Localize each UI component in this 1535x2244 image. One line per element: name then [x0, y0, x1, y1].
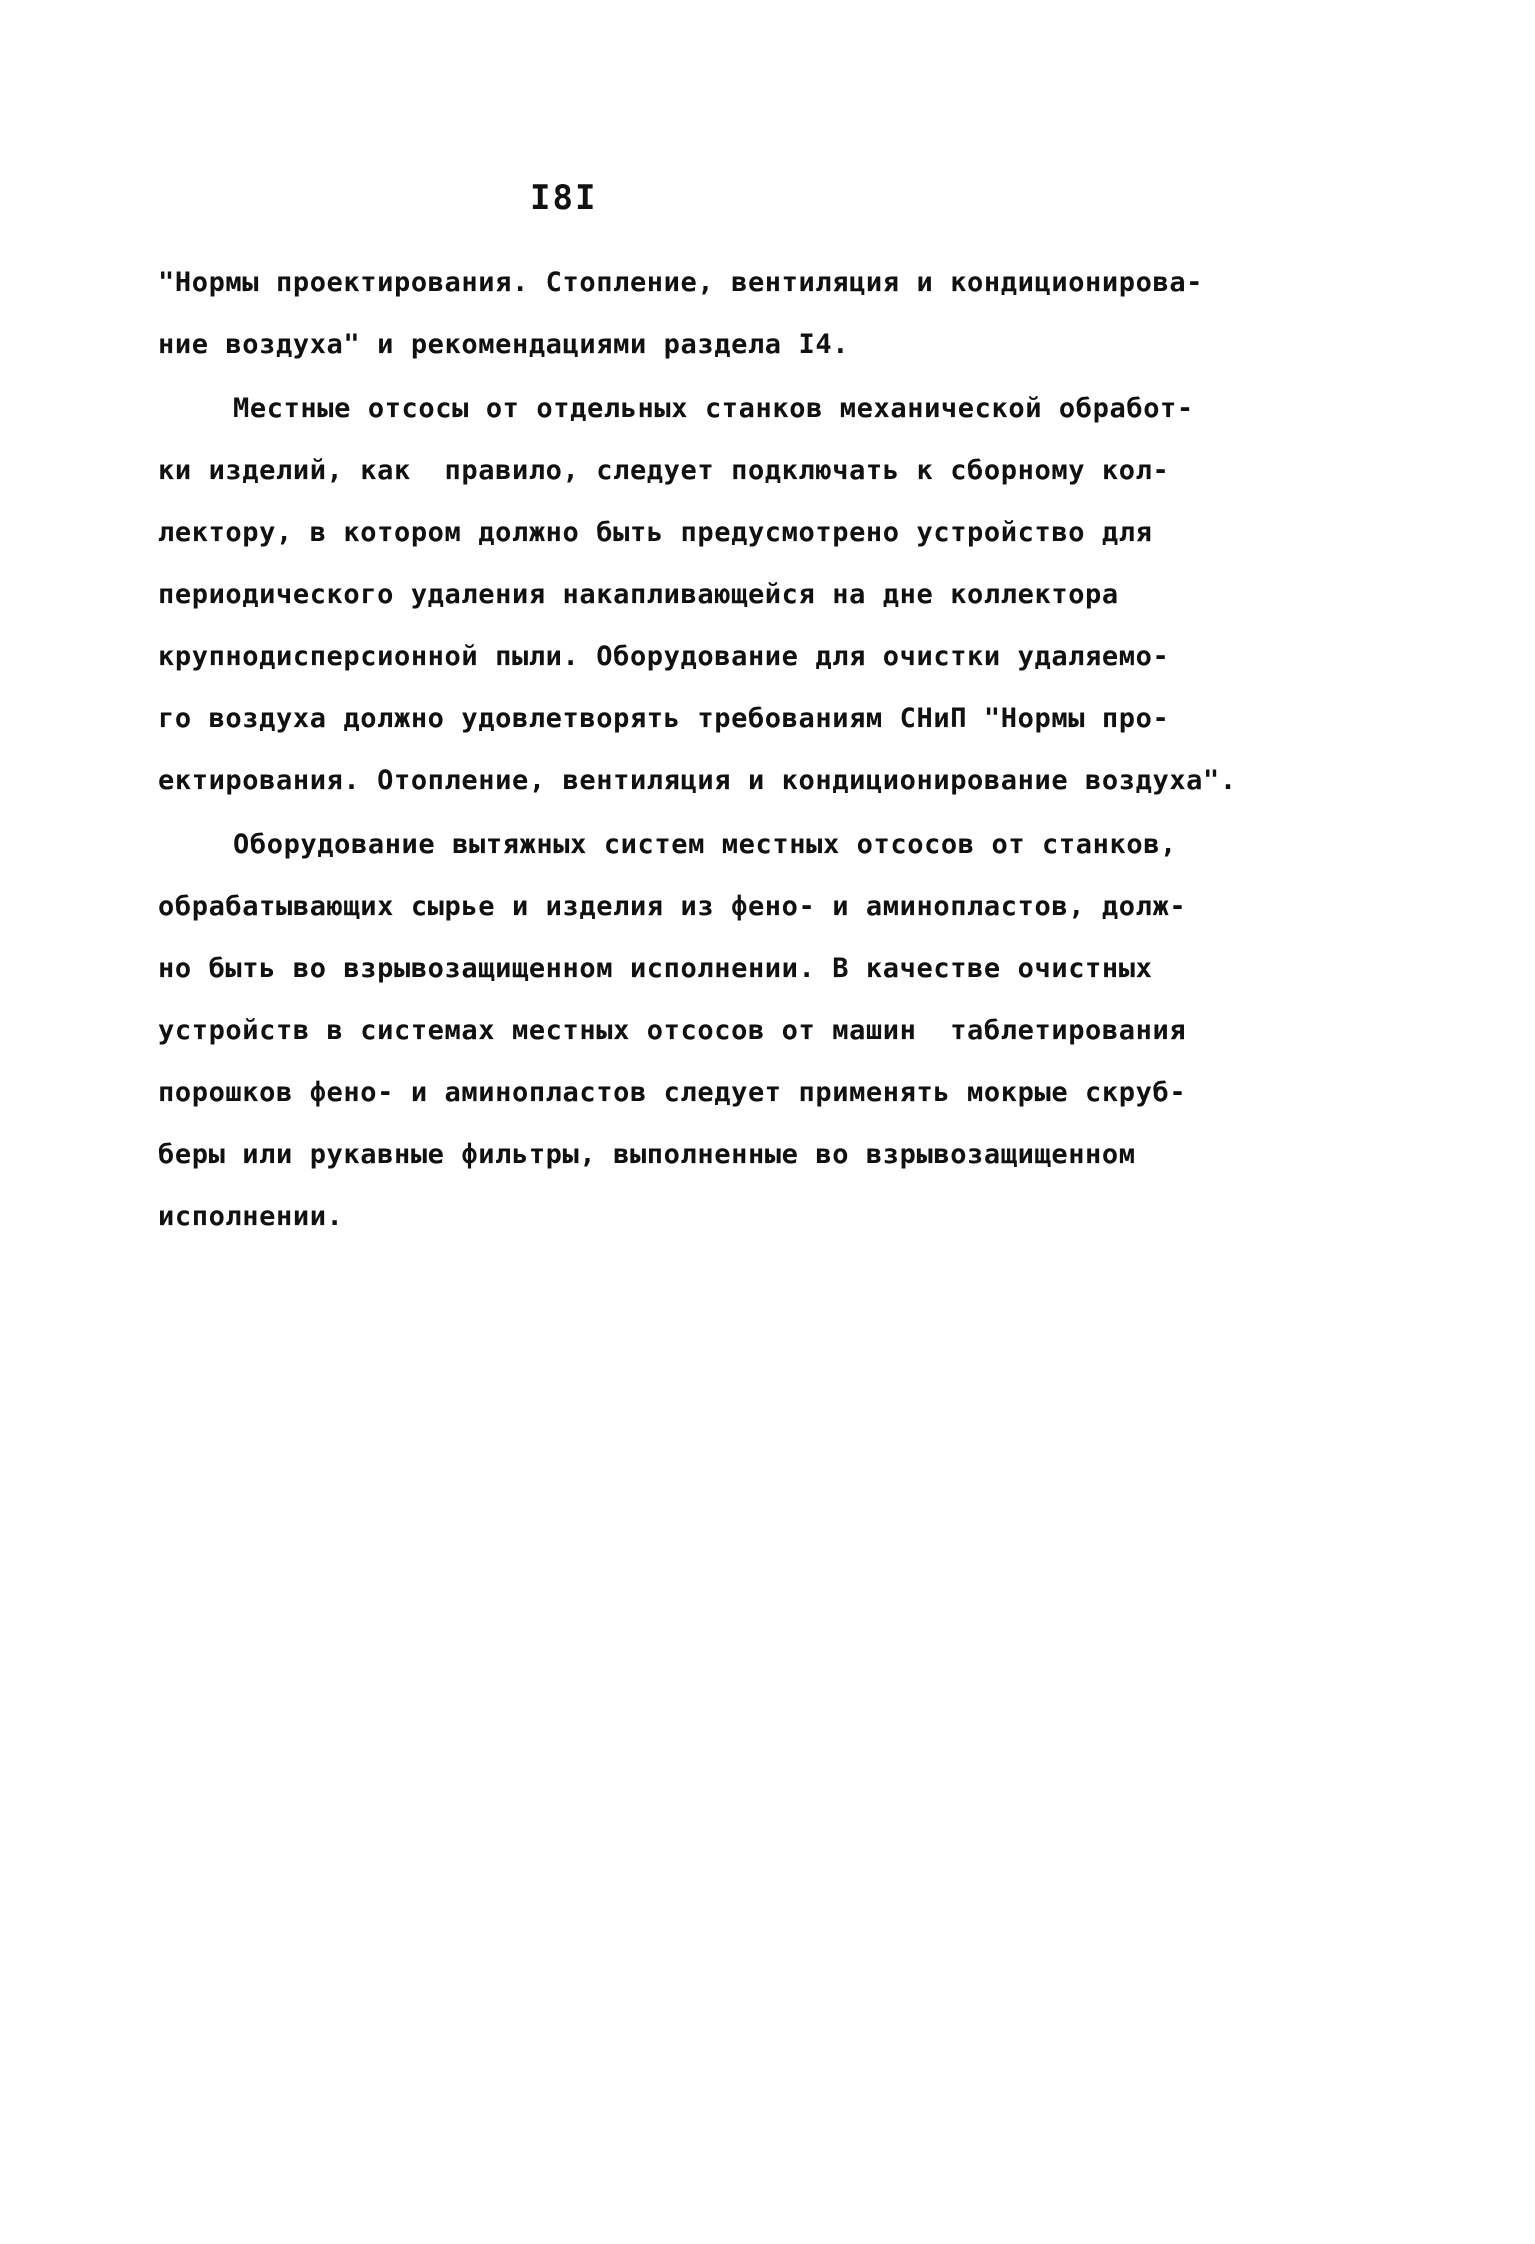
- paragraph-2-line-5: крупнодисперсионной пыли. Оборудование для очистки удаляемо-: [158, 641, 1170, 672]
- paragraph-2-line-1: Местные отсосы от отдельных станков механической обработ-: [233, 393, 1194, 424]
- paragraph-2-line-4: периодического удаления накапливающейся на дне коллектора: [158, 579, 1119, 610]
- paragraph-1-line-2: ние воздуха" и рекомендациями раздела I4.: [158, 329, 850, 360]
- paragraph-3-line-5: порошков фено- и аминопластов следует применять мокрые скруб-: [158, 1077, 1187, 1108]
- body-text: [158, 252, 1418, 1248]
- paragraph-3-line-6: беры или рукавные фильтры, выполненные во взрывозащищенном: [158, 1139, 1136, 1170]
- paragraph-1-line-1: "Нормы проектирования. Стопление, вентиляция и кондиционирова-: [158, 267, 1204, 298]
- paragraph-3-line-2: обрабатывающих сырье и изделия из фено- и аминопластов, долж-: [158, 891, 1187, 922]
- paragraph-2-line-7: ектирования. Отопление, вентиляция и кондиционирование воздуха".: [158, 765, 1237, 796]
- paragraph-3-line-7: исполнении.: [158, 1201, 344, 1232]
- paragraph-2-line-2: ки изделий, как правило, следует подключать к сборному кол-: [158, 455, 1170, 486]
- paragraph-2-line-3: лектору, в котором должно быть предусмотрено устройство для: [158, 517, 1153, 548]
- paragraph-3-line-4: устройств в системах местных отсосов от машин таблетирования: [158, 1015, 1187, 1046]
- page-number: I8I: [530, 178, 598, 218]
- paragraph-3-line-1: Оборудование вытяжных систем местных отсосов от станков,: [233, 829, 1177, 860]
- paragraph-2-line-6: го воздуха должно удовлетворять требованиям СНиП "Нормы про-: [158, 703, 1170, 734]
- paragraph-3-line-3: но быть во взрывозащищенном исполнении. В качестве очистных: [158, 953, 1153, 984]
